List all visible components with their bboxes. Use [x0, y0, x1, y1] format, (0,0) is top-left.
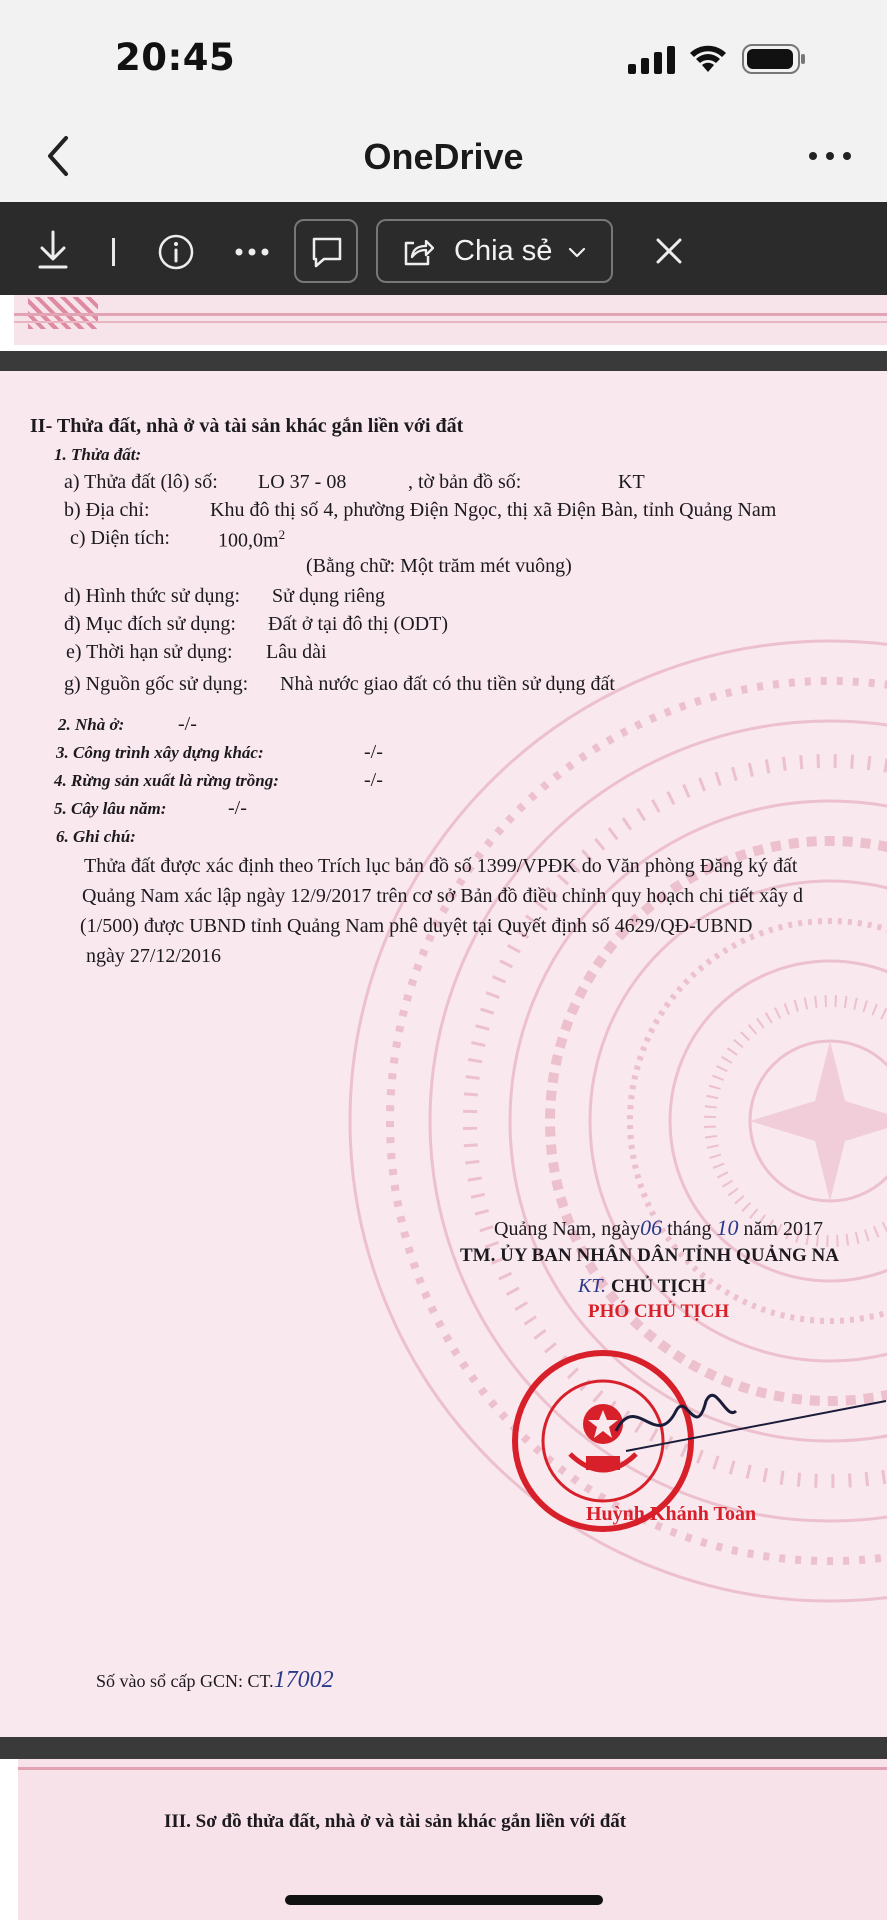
toolbar-more-icon[interactable]: [234, 246, 270, 258]
field-value: Khu đô thị số 4, phường Điện Ngọc, thị xã Điện Bàn, tỉnh Quảng Nam: [210, 499, 777, 521]
field-value: (Bằng chữ: Một trăm mét vuông): [306, 555, 572, 577]
section-title: II- Thửa đất, nhà ở và tài sản khác gắn liền với đất: [30, 415, 464, 437]
sign-kt: KT.: [578, 1275, 606, 1297]
date-year: năm 2017: [743, 1218, 823, 1240]
field-value: [218, 527, 285, 553]
item-heading: 6. Ghi chú:: [56, 827, 136, 846]
toolbar-divider: [112, 238, 115, 266]
share-button[interactable]: [376, 219, 613, 283]
share-label: Chia sẻ: [454, 235, 553, 267]
field-value: Lâu dài: [266, 641, 327, 663]
previous-page-edge: [14, 295, 887, 345]
field-value: Nhà nước giao đất có thu tiền sử dụng đất: [280, 673, 615, 695]
next-section-title: III. Sơ đồ thửa đất, nhà ở và tài sản khác gắn liền với đất: [164, 1811, 627, 1832]
sign-role: [578, 1275, 706, 1298]
item-heading: 1. Thửa đất:: [54, 445, 142, 464]
area-unit-superscript: 2: [278, 527, 286, 542]
field-value: -/-: [178, 713, 197, 735]
field-value: KT: [618, 471, 645, 493]
page-separator: [0, 1737, 887, 1759]
field-value: Sử dụng riêng: [272, 585, 386, 607]
item-heading: 5. Cây lâu năm:: [54, 799, 167, 818]
field-label: e) Thời hạn sử dụng:: [66, 641, 233, 663]
field-value: Đất ở tại đô thị (ODT): [268, 613, 448, 635]
home-indicator[interactable]: [285, 1895, 603, 1905]
date-prefix: Quảng Nam, ngày: [494, 1218, 641, 1240]
status-time: 20:45: [115, 36, 236, 79]
item-heading: 2. Nhà ở:: [58, 715, 125, 734]
field-value: -/-: [364, 769, 383, 791]
comment-button[interactable]: [294, 219, 358, 283]
nav-title: OneDrive: [363, 136, 524, 177]
note-line: Thửa đất được xác định theo Trích lục bản đồ số 1399/VPĐK do Văn phòng Đăng ký đất: [84, 855, 798, 877]
nav-bar: [0, 110, 887, 202]
share-icon: [402, 237, 434, 267]
note-line: (1/500) được UBND tỉnh Quảng Nam phê duyệt tại Quyết định số 4629/QĐ-UBND: [80, 915, 753, 937]
date-month-label: tháng: [667, 1218, 712, 1240]
status-bar: [0, 0, 887, 110]
chevron-down-icon: [568, 247, 586, 259]
issue-date: [494, 1215, 823, 1241]
field-label: a) Thửa đất (lô) số:: [64, 471, 218, 493]
cert-label: Số vào sổ cấp GCN: CT.: [96, 1671, 274, 1691]
field-label: g) Nguồn gốc sử dụng:: [64, 673, 249, 695]
authority-name: TM. ỦY BAN NHÂN DÂN TỈNH QUẢNG NA: [460, 1245, 839, 1266]
info-icon[interactable]: [158, 234, 194, 270]
battery-icon: [742, 44, 808, 74]
document-page: [0, 371, 887, 1737]
wifi-icon: [688, 42, 728, 74]
area-value: 100,0m: [218, 529, 279, 552]
certificate-number: [96, 1667, 334, 1694]
signal-icon: [628, 46, 676, 74]
note-line: ngày 27/12/2016: [86, 945, 221, 967]
signature: [606, 1361, 887, 1481]
more-options-icon[interactable]: [805, 144, 855, 168]
download-icon[interactable]: [36, 230, 70, 270]
date-day: 06: [640, 1215, 663, 1240]
item-heading: 3. Công trình xây dựng khác:: [56, 743, 264, 762]
field-label: b) Địa chỉ:: [64, 499, 150, 521]
field-value: -/-: [364, 741, 383, 763]
date-month: 10: [716, 1215, 739, 1240]
signer-name: Huỳnh Khánh Toàn: [586, 1503, 757, 1525]
comment-icon: [310, 235, 344, 269]
close-icon[interactable]: [654, 236, 684, 266]
decorative-border: [18, 1767, 887, 1770]
item-heading: 4. Rừng sản xuất là rừng trồng:: [54, 771, 279, 790]
page-separator: [0, 351, 887, 371]
field-label: c) Diện tích:: [70, 527, 170, 549]
cert-value: 17002: [273, 1667, 334, 1693]
document-viewer[interactable]: [0, 295, 887, 1920]
note-line: Quảng Nam xác lập ngày 12/9/2017 trên cơ sở Bản đồ điều chỉnh quy hoạch chi tiết xây d: [82, 885, 803, 907]
decorative-border: [14, 321, 887, 323]
field-label: đ) Mục đích sử dụng:: [64, 613, 236, 635]
decorative-border: [14, 313, 887, 316]
field-value: LO 37 - 08: [258, 471, 347, 493]
field-label: , tờ bản đồ số:: [408, 471, 522, 493]
field-label: d) Hình thức sử dụng:: [64, 585, 241, 607]
sign-role-title: CHỦ TỊCH: [610, 1276, 707, 1297]
viewer-toolbar: [0, 202, 887, 295]
deputy-title: PHÓ CHỦ TỊCH: [588, 1301, 730, 1322]
field-value: -/-: [228, 797, 247, 819]
